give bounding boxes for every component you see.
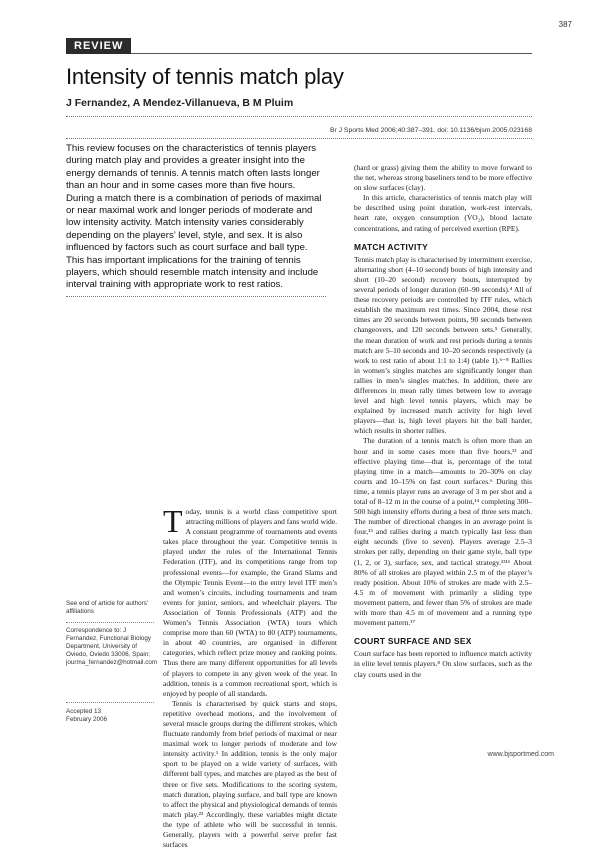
- abstract-divider: [66, 296, 326, 297]
- body-paragraph: Tennis is characterised by quick starts and stops, repetitive overhead motions, and the involvement of several muscle groups during the different strokes, which fluctuate randomly from brief periods of maximal or near maximal work to longer periods of moderate and low intensity activity.¹ In addition, tennis is the only major sport to be played on a wide variety of surfaces, with different ball types, and matches are played as the best of three or five sets. Modifications to the scoring system, match duration, playing surface, and ball type are known to affect the physical and physiological demands of tennis match play.²³ Accordingly, these variables might dictate the type of athlete who will be successful in tennis. Generally, players with a powerful serve prefer fast surfaces: [163, 698, 337, 850]
- section-tag: REVIEW: [66, 38, 131, 54]
- body-paragraph: (hard or grass) giving them the ability to move forward to the net, whereas strong baseliners tend to be more effective on slow surfaces (clay).: [354, 163, 532, 193]
- article-title: Intensity of tennis match play: [66, 64, 344, 89]
- intro-paragraph: [163, 503, 337, 699]
- footer-url: www.bjsportmed.com: [487, 751, 554, 758]
- correspondence: Correspondence to: J Fernandez, Functional Biology Department, University of Oviedo, Oviedo 33006, Spain; jourma_fernandez@hotmail.com: [66, 627, 158, 666]
- body-column-right: [354, 163, 532, 680]
- citation-divider: [66, 138, 532, 139]
- body-paragraph: In this article, characteristics of tennis match play will be described using point duration, work-rest intervals, heart rate, oxygen consumption (V̇O₂), blood lactate concentrations, and rating of perceived exertion (RPE).: [354, 193, 532, 233]
- body-paragraph: The duration of a tennis match is often more than an hour and in some cases more than five hours,¹³ and effective playing time—that is, percentage of the total playing time in a match—amounts to 20–30% on clay courts and 10–15% on fast court surfaces.⁶ During this time, a tennis player runs an average of 3 m per shot and a total of 8–12 m in the course of a point,¹⁴ completing 300–500 high intensity efforts during a best of three sets match. The number of directional changes in an average point is four,¹⁵ and rallies during a match typically last less than eight seconds (five to seven). Players average 2.5–3 strokes per rally, depending on their game style, ball type (1, 2, or 3), surface, sex, and tactical strategy.²³¹⁶ About 80% of all strokes are played within 2.5 m of the player’s ready position. About 10% of strokes are made with 2.5–4.5 m of movement with primarily a sliding type movement pattern, and fewer than 5% of strokes are made with more than 4.5 m of movement and a running type movement pattern.¹⁷: [354, 436, 532, 628]
- body-paragraph: Court surface has been reported to influence match activity in elite level tennis players.⁸ On slow surfaces, such as the clay courts used in the: [354, 649, 532, 679]
- affiliations-note: See end of article for authors’ affiliations: [66, 600, 149, 615]
- article-authors: J Fernandez, A Mendez-Villanueva, B M Pluim: [66, 97, 294, 109]
- sidebar-divider: [66, 622, 154, 623]
- body-paragraph: Tennis match play is characterised by intermittent exercise, alternating short (4–10 second) bouts of high intensity and short (10–20 second) recovery bouts, interrupted by several periods of longer duration (60–90 seconds).⁴ All of these recovery periods are controlled by ITF rules, which establish the maximum rest times. Since 2004, these rest times are 20 seconds between points, 90 seconds between changeovers, and 120 seconds between sets.⁵ Generally, the mean duration of work and rest periods during a tennis match are 5–10 seconds and 10–20 seconds respectively (a work to rest ratio of about 1:1 to 1:4) (table 1).⁶⁻⁸ Rallies in women’s singles matches are significantly longer than rallies in men’s singles matches. In addition, there are differences in mean rally times between low to average level and high level tennis players, which may be explained by increased match activity for high level players—that is, high level players hit the ball harder, which results in shorter rallies.: [354, 254, 532, 436]
- section-heading-match-activity: MATCH ACTIVITY: [354, 241, 428, 252]
- body-column-middle: [163, 503, 337, 850]
- abstract: This review focuses on the characteristics of tennis players during match play and provides a greater insight into the energy demands of tennis. A tennis match often lasts longer than an hour and in some cases more than five hours. During a match there is a combination of periods of maximal or near maximal work and longer periods of moderate and low intensity activity. Match intensity varies considerably depending on the players’ level, style, and sex. It is also influenced by factors such as court surface and ball type. This has important implications for the training of tennis players, which should resemble match intensity and include interval training with appropriate work to rest ratios.: [66, 143, 322, 291]
- intro-text: oday, tennis is a world class competitive sport attracting millions of players and fans world wide. A constant programme of tournaments and events takes place throughout the year. Competitive tennis is played under the rules of the International Tennis Federation (ITF), and its competitions range from top professional events—for example, the Grand Slams and the Olympic Tennis Event—to the entry level ITF men’s and women’s circuits, including tournaments and team events for junior, seniors, and wheelchair players. The Association of Tennis Professionals (ATP) and the Women’s Tennis Association (WTA) tours which comprise more than 60 (WTA) to 80 (ATP) tournaments, in about 40 countries, are organised in different categories, which reflect prize money and ranking points. Thus there are many different opportunities for all levels of players to compete in any given week of the year. In addition, tennis is a common recreational sport, which is enjoyed by people of all standards.: [163, 507, 337, 698]
- sidebar-divider: [66, 702, 154, 703]
- section-band: [66, 38, 532, 54]
- section-heading-court-surface: COURT SURFACE AND SEX: [354, 636, 472, 647]
- citation-line: Br J Sports Med 2006;40:387–391. doi: 10.1136/bjsm.2005.023168: [329, 127, 532, 134]
- dropcap: T: [163, 503, 183, 539]
- header-divider: [66, 116, 532, 117]
- page-number: 387: [558, 20, 572, 29]
- accepted-date: Accepted 13 February 2006: [66, 708, 107, 723]
